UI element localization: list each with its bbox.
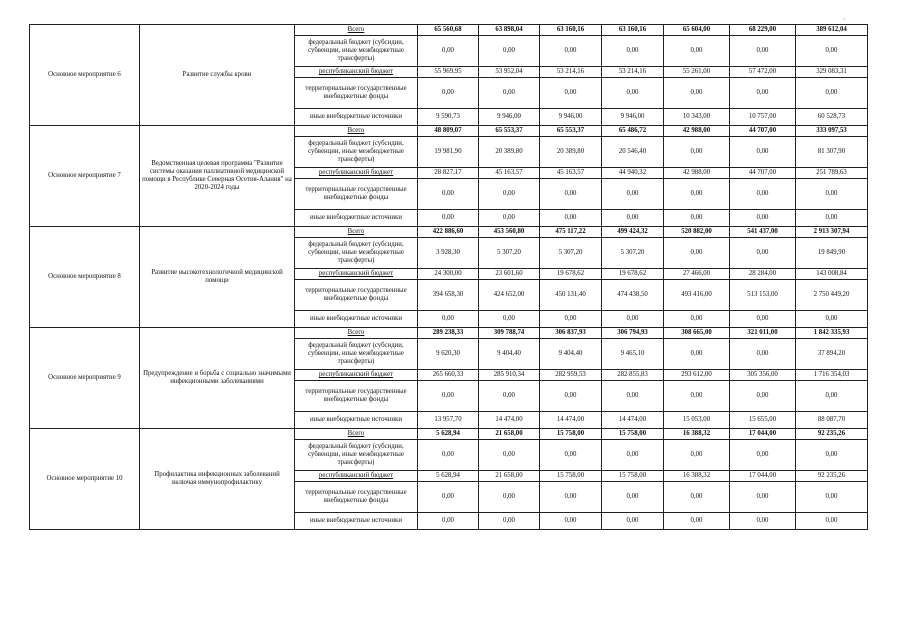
value-cell: 0,00 bbox=[730, 311, 796, 328]
value-cell: 0,00 bbox=[602, 36, 664, 67]
value-cell: 321 011,00 bbox=[730, 328, 796, 339]
total-value-cell: 19 849,90 bbox=[796, 238, 868, 269]
value-cell: 14 474,00 bbox=[540, 412, 602, 429]
value-cell: 306 794,93 bbox=[602, 328, 664, 339]
value-cell: 0,00 bbox=[602, 513, 664, 530]
value-cell: 0,00 bbox=[602, 381, 664, 412]
value-cell: 0,00 bbox=[540, 513, 602, 530]
value-cell: 0,00 bbox=[730, 137, 796, 168]
value-cell: 63 160,16 bbox=[540, 25, 602, 36]
value-cell: 0,00 bbox=[418, 78, 479, 109]
total-value-cell: 2 913 307,94 bbox=[796, 227, 868, 238]
value-cell: 3 928,30 bbox=[418, 238, 479, 269]
value-cell: 0,00 bbox=[664, 238, 730, 269]
measure-cell: Основное мероприятие 9 bbox=[30, 328, 140, 429]
funding-source-cell: федеральный бюджет (субсидии, субвенции, иные межбюджетные трансферты) bbox=[295, 339, 418, 370]
value-cell: 5 307,20 bbox=[540, 238, 602, 269]
value-cell: 513 153,00 bbox=[730, 280, 796, 311]
value-cell: 16 388,32 bbox=[664, 471, 730, 482]
program-name-cell: Развитие высокотехнологичной медицинской помощи bbox=[140, 227, 295, 328]
value-cell: 15 758,00 bbox=[540, 471, 602, 482]
value-cell: 0,00 bbox=[418, 482, 479, 513]
funding-source-cell: республиканский бюджет bbox=[295, 168, 418, 179]
value-cell: 0,00 bbox=[664, 179, 730, 210]
total-value-cell: 0,00 bbox=[796, 311, 868, 328]
value-cell: 0,00 bbox=[664, 137, 730, 168]
value-cell: 0,00 bbox=[602, 210, 664, 227]
value-cell: 0,00 bbox=[479, 513, 540, 530]
value-cell: 9 404,40 bbox=[540, 339, 602, 370]
funding-source-cell: территориальные государственные внебюджетные фонды bbox=[295, 179, 418, 210]
value-cell: 0,00 bbox=[479, 36, 540, 67]
value-cell: 0,00 bbox=[540, 210, 602, 227]
total-value-cell: 60 528,73 bbox=[796, 109, 868, 126]
value-cell: 19 981,90 bbox=[418, 137, 479, 168]
total-value-cell: 0,00 bbox=[796, 513, 868, 530]
value-cell: 65 604,00 bbox=[664, 25, 730, 36]
program-name-cell: Профилактика инфекционных заболеваний включая иммунопрофилактику bbox=[140, 429, 295, 530]
value-cell: 53 214,16 bbox=[540, 67, 602, 78]
value-cell: 14 474,00 bbox=[602, 412, 664, 429]
value-cell: 44 707,00 bbox=[730, 126, 796, 137]
total-value-cell: 0,00 bbox=[796, 179, 868, 210]
value-cell: 0,00 bbox=[540, 482, 602, 513]
value-cell: 48 809,07 bbox=[418, 126, 479, 137]
measure-cell: Основное мероприятие 8 bbox=[30, 227, 140, 328]
total-value-cell: 143 008,84 bbox=[796, 269, 868, 280]
value-cell: 0,00 bbox=[664, 339, 730, 370]
value-cell: 282 959,53 bbox=[540, 370, 602, 381]
value-cell: 499 424,32 bbox=[602, 227, 664, 238]
value-cell: 0,00 bbox=[730, 513, 796, 530]
value-cell: 0,00 bbox=[479, 440, 540, 471]
value-cell: 0,00 bbox=[664, 381, 730, 412]
total-value-cell: 0,00 bbox=[796, 482, 868, 513]
value-cell: 474 438,50 bbox=[602, 280, 664, 311]
value-cell: 20 546,40 bbox=[602, 137, 664, 168]
value-cell: 308 665,00 bbox=[664, 328, 730, 339]
value-cell: 10 757,00 bbox=[730, 109, 796, 126]
value-cell: 0,00 bbox=[418, 513, 479, 530]
total-value-cell: 2 750 449,20 bbox=[796, 280, 868, 311]
value-cell: 5 628,94 bbox=[418, 471, 479, 482]
value-cell: 16 388,32 bbox=[664, 429, 730, 440]
value-cell: 0,00 bbox=[479, 482, 540, 513]
value-cell: 0,00 bbox=[602, 440, 664, 471]
value-cell: 306 837,93 bbox=[540, 328, 602, 339]
funding-source-cell: территориальные государственные внебюджетные фонды bbox=[295, 280, 418, 311]
funding-source-cell: федеральный бюджет (субсидии, субвенции, иные межбюджетные трансферты) bbox=[295, 137, 418, 168]
measure-cell: Основное мероприятие 10 bbox=[30, 429, 140, 530]
funding-source-cell: иные внебюджетные источники bbox=[295, 513, 418, 530]
value-cell: 53 214,16 bbox=[602, 67, 664, 78]
value-cell: 475 117,22 bbox=[540, 227, 602, 238]
value-cell: 15 758,00 bbox=[602, 429, 664, 440]
value-cell: 5 307,20 bbox=[479, 238, 540, 269]
value-cell: 0,00 bbox=[664, 440, 730, 471]
total-value-cell: 389 612,04 bbox=[796, 25, 868, 36]
program-name-cell: Ведомственная целевая программа "Развитие системы оказания паллиативной медицинской помощи в Республике Северная Осетия-Алания" на 2020-2024 годы bbox=[140, 126, 295, 227]
funding-source-cell: Всего bbox=[295, 126, 418, 137]
value-cell: 0,00 bbox=[602, 311, 664, 328]
value-cell: 0,00 bbox=[730, 381, 796, 412]
value-cell: 65 486,72 bbox=[602, 126, 664, 137]
funding-source-cell: республиканский бюджет bbox=[295, 67, 418, 78]
funding-source-cell: федеральный бюджет (субсидии, субвенции, иные межбюджетные трансферты) bbox=[295, 36, 418, 67]
total-value-cell: 81 307,90 bbox=[796, 137, 868, 168]
value-cell: 45 163,57 bbox=[540, 168, 602, 179]
funding-source-cell: Всего bbox=[295, 328, 418, 339]
value-cell: 9 946,00 bbox=[602, 109, 664, 126]
value-cell: 0,00 bbox=[479, 381, 540, 412]
value-cell: 15 758,00 bbox=[602, 471, 664, 482]
value-cell: 63 898,04 bbox=[479, 25, 540, 36]
value-cell: 0,00 bbox=[664, 36, 730, 67]
value-cell: 0,00 bbox=[664, 78, 730, 109]
value-cell: 65 560,68 bbox=[418, 25, 479, 36]
value-cell: 20 389,80 bbox=[540, 137, 602, 168]
total-value-cell: 0,00 bbox=[796, 36, 868, 67]
value-cell: 282 855,83 bbox=[602, 370, 664, 381]
table-row-total bbox=[30, 328, 868, 339]
value-cell: 19 678,62 bbox=[540, 269, 602, 280]
value-cell: 44 940,32 bbox=[602, 168, 664, 179]
value-cell: 21 658,00 bbox=[479, 471, 540, 482]
value-cell: 0,00 bbox=[540, 381, 602, 412]
value-cell: 309 788,74 bbox=[479, 328, 540, 339]
total-value-cell: 0,00 bbox=[796, 78, 868, 109]
value-cell: 15 655,00 bbox=[730, 412, 796, 429]
value-cell: 55 261,00 bbox=[664, 67, 730, 78]
value-cell: 27 466,00 bbox=[664, 269, 730, 280]
value-cell: 0,00 bbox=[730, 482, 796, 513]
value-cell: 68 229,00 bbox=[730, 25, 796, 36]
value-cell: 305 356,00 bbox=[730, 370, 796, 381]
value-cell: 19 678,62 bbox=[602, 269, 664, 280]
measure-cell: Основное мероприятие 7 bbox=[30, 126, 140, 227]
value-cell: 0,00 bbox=[418, 36, 479, 67]
value-cell: 0,00 bbox=[479, 210, 540, 227]
value-cell: 63 160,16 bbox=[602, 25, 664, 36]
table-row-total bbox=[30, 227, 868, 238]
total-value-cell: 37 894,20 bbox=[796, 339, 868, 370]
table-row-total bbox=[30, 126, 868, 137]
value-cell: 0,00 bbox=[664, 210, 730, 227]
value-cell: 0,00 bbox=[540, 179, 602, 210]
funding-source-cell: территориальные государственные внебюджетные фонды bbox=[295, 78, 418, 109]
total-value-cell: 0,00 bbox=[796, 381, 868, 412]
value-cell: 5 307,20 bbox=[602, 238, 664, 269]
total-value-cell: 1 716 354,03 bbox=[796, 370, 868, 381]
value-cell: 450 131,40 bbox=[540, 280, 602, 311]
value-cell: 0,00 bbox=[602, 482, 664, 513]
funding-source-cell: федеральный бюджет (субсидии, субвенции, иные межбюджетные трансферты) bbox=[295, 440, 418, 471]
funding-source-cell: республиканский бюджет bbox=[295, 370, 418, 381]
value-cell: 0,00 bbox=[479, 311, 540, 328]
table-row-total bbox=[30, 429, 868, 440]
funding-source-cell: иные внебюджетные источники bbox=[295, 412, 418, 429]
value-cell: 42 988,00 bbox=[664, 126, 730, 137]
value-cell: 0,00 bbox=[479, 78, 540, 109]
value-cell: 394 658,30 bbox=[418, 280, 479, 311]
table-row-total bbox=[30, 25, 868, 36]
total-value-cell: 0,00 bbox=[796, 440, 868, 471]
value-cell: 0,00 bbox=[418, 210, 479, 227]
value-cell: 0,00 bbox=[418, 179, 479, 210]
value-cell: 28 284,00 bbox=[730, 269, 796, 280]
value-cell: 0,00 bbox=[730, 238, 796, 269]
value-cell: 493 416,00 bbox=[664, 280, 730, 311]
value-cell: 0,00 bbox=[664, 482, 730, 513]
value-cell: 14 474,00 bbox=[479, 412, 540, 429]
program-name-cell: Предупреждение и борьба с социально значимыми инфекционными заболеваниями bbox=[140, 328, 295, 429]
value-cell: 9 465,10 bbox=[602, 339, 664, 370]
funding-table bbox=[29, 24, 868, 530]
funding-source-cell: иные внебюджетные источники bbox=[295, 311, 418, 328]
value-cell: 9 946,00 bbox=[540, 109, 602, 126]
value-cell: 0,00 bbox=[730, 179, 796, 210]
value-cell: 285 910,34 bbox=[479, 370, 540, 381]
value-cell: 0,00 bbox=[479, 179, 540, 210]
value-cell: 21 658,00 bbox=[479, 429, 540, 440]
total-value-cell: 251 789,63 bbox=[796, 168, 868, 179]
value-cell: 17 044,00 bbox=[730, 471, 796, 482]
value-cell: 17 044,00 bbox=[730, 429, 796, 440]
funding-source-cell: Всего bbox=[295, 25, 418, 36]
value-cell: 42 988,00 bbox=[664, 168, 730, 179]
total-value-cell: 92 235,26 bbox=[796, 429, 868, 440]
value-cell: 65 553,37 bbox=[479, 126, 540, 137]
value-cell: 520 882,00 bbox=[664, 227, 730, 238]
value-cell: 289 238,33 bbox=[418, 328, 479, 339]
value-cell: 15 758,00 bbox=[540, 429, 602, 440]
value-cell: 23 601,60 bbox=[479, 269, 540, 280]
value-cell: 0,00 bbox=[664, 513, 730, 530]
funding-source-cell: Всего bbox=[295, 227, 418, 238]
value-cell: 541 437,00 bbox=[730, 227, 796, 238]
value-cell: 0,00 bbox=[540, 311, 602, 328]
value-cell: 57 472,00 bbox=[730, 67, 796, 78]
measure-cell: Основное мероприятие 6 bbox=[30, 25, 140, 126]
value-cell: 453 560,80 bbox=[479, 227, 540, 238]
value-cell: 0,00 bbox=[730, 440, 796, 471]
value-cell: 13 957,70 bbox=[418, 412, 479, 429]
funding-source-cell: Всего bbox=[295, 429, 418, 440]
total-value-cell: 0,00 bbox=[796, 210, 868, 227]
funding-source-cell: республиканский бюджет bbox=[295, 269, 418, 280]
value-cell: 422 886,60 bbox=[418, 227, 479, 238]
value-cell: 293 612,00 bbox=[664, 370, 730, 381]
total-value-cell: 333 097,53 bbox=[796, 126, 868, 137]
value-cell: 265 660,33 bbox=[418, 370, 479, 381]
total-value-cell: 329 083,31 bbox=[796, 67, 868, 78]
value-cell: 44 707,00 bbox=[730, 168, 796, 179]
value-cell: 28 827,17 bbox=[418, 168, 479, 179]
value-cell: 0,00 bbox=[664, 311, 730, 328]
value-cell: 10 343,00 bbox=[664, 109, 730, 126]
funding-source-cell: территориальные государственные внебюджетные фонды bbox=[295, 482, 418, 513]
value-cell: 0,00 bbox=[730, 210, 796, 227]
value-cell: 9 620,30 bbox=[418, 339, 479, 370]
value-cell: 53 952,04 bbox=[479, 67, 540, 78]
value-cell: 65 553,37 bbox=[540, 126, 602, 137]
funding-source-cell: федеральный бюджет (субсидии, субвенции, иные межбюджетные трансферты) bbox=[295, 238, 418, 269]
value-cell: 9 946,00 bbox=[479, 109, 540, 126]
value-cell: 20 389,80 bbox=[479, 137, 540, 168]
value-cell: 5 628,94 bbox=[418, 429, 479, 440]
value-cell: 24 300,00 bbox=[418, 269, 479, 280]
value-cell: 15 053,00 bbox=[664, 412, 730, 429]
value-cell: 0,00 bbox=[730, 78, 796, 109]
value-cell: 0,00 bbox=[602, 78, 664, 109]
value-cell: 0,00 bbox=[730, 36, 796, 67]
funding-source-cell: иные внебюджетные источники bbox=[295, 109, 418, 126]
value-cell: 55 969,95 bbox=[418, 67, 479, 78]
value-cell: 9 590,73 bbox=[418, 109, 479, 126]
value-cell: 45 163,57 bbox=[479, 168, 540, 179]
value-cell: 0,00 bbox=[418, 311, 479, 328]
value-cell: 0,00 bbox=[540, 78, 602, 109]
value-cell: 9 404,40 bbox=[479, 339, 540, 370]
program-name-cell: Развитие службы крови bbox=[140, 25, 295, 126]
value-cell: 0,00 bbox=[418, 440, 479, 471]
value-cell: 0,00 bbox=[418, 381, 479, 412]
value-cell: 424 652,00 bbox=[479, 280, 540, 311]
funding-source-cell: территориальные государственные внебюджетные фонды bbox=[295, 381, 418, 412]
corner-mark: · bbox=[843, 15, 846, 24]
total-value-cell: 88 087,70 bbox=[796, 412, 868, 429]
total-value-cell: 92 235,26 bbox=[796, 471, 868, 482]
funding-source-cell: иные внебюджетные источники bbox=[295, 210, 418, 227]
funding-source-cell: республиканский бюджет bbox=[295, 471, 418, 482]
value-cell: 0,00 bbox=[540, 36, 602, 67]
value-cell: 0,00 bbox=[730, 339, 796, 370]
value-cell: 0,00 bbox=[540, 440, 602, 471]
total-value-cell: 1 842 335,93 bbox=[796, 328, 868, 339]
value-cell: 0,00 bbox=[602, 179, 664, 210]
table-body bbox=[30, 25, 868, 530]
